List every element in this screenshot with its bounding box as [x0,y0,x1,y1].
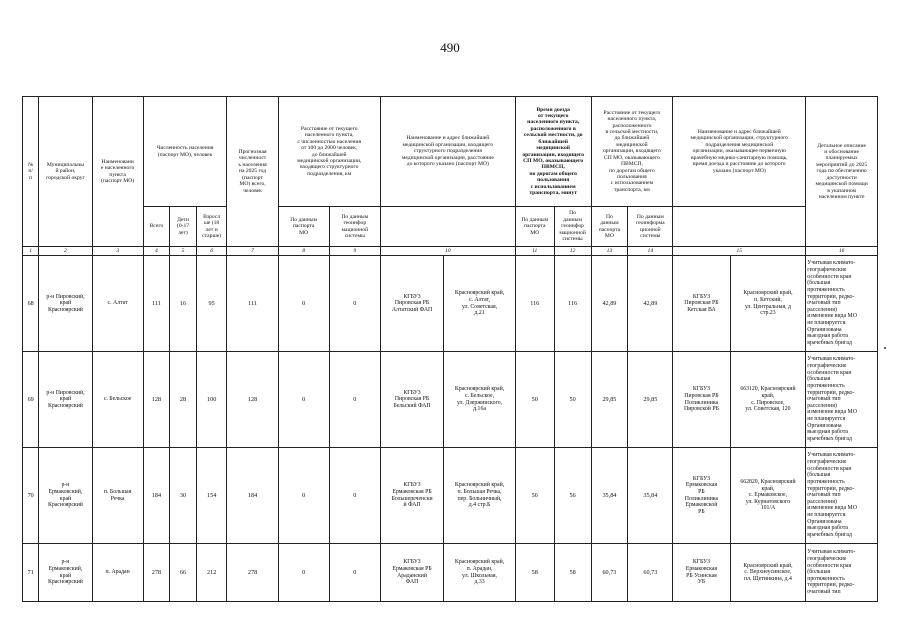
colnum-11: 11 [515,247,554,256]
row-total: 278 [143,544,170,602]
colnum-7: 7 [227,247,278,256]
row-org-address: Красноярский край, с. Бельское, ул. Дзержинского, д.16а [444,352,516,448]
colnum-5: 5 [170,247,197,256]
row-children: 28 [170,352,197,448]
header-no: № п/ п [23,97,39,247]
row-municipality: р-н Ермаковский, край Красноярский [39,544,92,602]
header-municipality: Муниципальны й район, городской округ [39,97,92,247]
header-forecast: Прогнозная численност ь населения на 2025 год (паспорт МО) всего, человек [227,97,278,247]
row-dp-geo: 60,73 [628,544,673,602]
row-org-name: КГБУЗ Пировская РБ Алтатский ФАП [380,256,443,352]
header-dist-geo: По данным геоинфор мационной системы [329,207,380,247]
colnum-8: 8 [278,247,329,256]
row-pvmsp-name: КГБУЗ Ермаковская РБ Поликлиника Ермаковской РБ [673,448,730,544]
colnum-9: 9 [329,247,380,256]
header-description: Детальное описание и обоснование планируемых мероприятий до 2025 года по обеспечению доступности медицинской помощи в указанном населенном пункте [806,97,878,247]
colnum-10: 10 [380,247,515,256]
row-no: 69 [23,352,39,448]
colnum-3: 3 [92,247,143,256]
row-no: 71 [23,544,39,602]
header-travel-time: Время доезда от текущего населенного пункта, расположенного в сельской местности, до ближайшей медицинской организации, входящего СП МО, оказывающего ПВМСП, по дорогам общего пользования с использованием транспорта, минут [515,97,591,207]
row-children: 30 [170,448,197,544]
header-total: Всего [143,207,170,247]
row-settlement: с. Алтат [92,256,143,352]
header-distance-pvmsp: Расстояние от текущего населенного пункта, расположенного в сельской местности, до ближайшей медицинской организации, входящего СП МО, оказывающего ПВМСП, по дорогам общего пользования с использованием транспорта, км [591,97,673,207]
row-municipality: р-н Пировский, край Красноярский [39,256,92,352]
row-time-geo: 116 [554,256,591,352]
row-forecast: 184 [227,448,278,544]
header-dp-geo: По данным геоинформа ционной системы [628,207,673,247]
row-forecast: 278 [227,544,278,602]
header-population: Численность населения (паспорт МО), человек [143,97,227,207]
row-dist-passport: 0 [278,544,329,602]
header-nearest-pvmsp: Наименование и адрес ближайшей медицинской организации, структурного подразделения медицинской организации, оказывающее первичную врачебную медико-санитарную помощь, время доезда и расстояние до которого указано (паспорт МО) [673,97,806,207]
header-time-geo: По данным геоинфор мационной системы [554,207,591,247]
row-forecast: 111 [227,256,278,352]
row-pvmsp-name: КГБУЗ Ермаковская РБ Усинская УБ [673,544,730,602]
row-dp-passport: 42,89 [591,256,628,352]
medical-access-table [22,96,878,602]
header-dp-passport: По данным паспорта МО [591,207,628,247]
row-pvmsp-address: 663120, Красноярский край, с. Пировское, ул. Советская, 120 [730,352,806,448]
row-description: Учитывая климато- географические особенности края (большая протяженность территории, редко- очаговый тип расселения) изменение вида МО не планируется. Организована выездная работа врачебных бригад [806,448,878,544]
header-children: Дети (0-17 лет) [170,207,197,247]
row-dist-geo: 0 [329,256,380,352]
row-forecast: 128 [227,352,278,448]
row-adults: 100 [196,352,227,448]
row-children: 16 [170,256,197,352]
row-time-geo: 58 [554,544,591,602]
row-dist-geo: 0 [329,544,380,602]
row-pvmsp-address: Красноярский край, п. Кетский, ул. Центральная, д стр.23 [730,256,806,352]
colnum-15: 15 [673,247,806,256]
header-nearest-org-spacer [380,207,515,247]
table-row [23,448,878,544]
row-pvmsp-address: 662820, Красноярский край, с. Ермаковское, ул. Курнатовского 101/А [730,448,806,544]
row-children: 66 [170,544,197,602]
row-org-name: КГБУЗ Пировская РБ Бельский ФАП [380,352,443,448]
row-description: Учитывая климато- географические особенности края (большая протяженность территории, редко- очаговый тип [806,544,878,602]
page-number: 490 [440,40,460,55]
colnum-13: 13 [591,247,628,256]
header-nearest-org: Наименование и адрес ближайшей медицинской организации, входящего структурного подразделения медицинской организации, расстояние до которого указано (паспорт МО) [380,97,515,207]
row-org-address: Красноярский край, с. Алтат, ул. Советская, д.21 [444,256,516,352]
row-org-name: КГБУЗ Ермаковская РБ Араданский ФАП [380,544,443,602]
row-description: Учитывая климато- географические особенности края (большая протяженность территории, редко- очаговый тип расселения) изменение вида МО не планируется. Организована выездная работа врачебных бригад [806,256,878,352]
row-total: 184 [143,448,170,544]
table-row [23,352,878,448]
header-dist-passport: По данным паспорта МО [278,207,329,247]
row-dist-geo: 0 [329,448,380,544]
colnum-1: 1 [23,247,39,256]
header-settlement: Наименовани е населенного пункта (паспорт МО) [92,97,143,247]
header-adults: Взросл ые (18 лет и старше) [196,207,227,247]
table-row [23,544,878,602]
row-total: 111 [143,256,170,352]
row-dist-passport: 0 [278,256,329,352]
colnum-4: 4 [143,247,170,256]
row-adults: 212 [196,544,227,602]
row-settlement: п. Большая Речка [92,448,143,544]
row-dist-passport: 0 [278,352,329,448]
scan-speck [884,347,886,349]
row-pvmsp-address: Красноярский край, с. Верхнеусинское, пл. Щетинкина, д.4 [730,544,806,602]
colnum-12: 12 [554,247,591,256]
row-time-geo: 56 [554,448,591,544]
header-nearest-pvmsp-spacer [673,207,806,247]
row-dp-geo: 29,85 [628,352,673,448]
row-dp-passport: 35,84 [591,448,628,544]
row-dist-geo: 0 [329,352,380,448]
row-settlement: п. Арадан [92,544,143,602]
header-time-passport: По данным паспорта МО [515,207,554,247]
row-org-name: КГБУЗ Ермаковская РБ Большереченски й ФАП [380,448,443,544]
row-org-address: Красноярский край, п. Арадан, ул. Школьная, д.33 [444,544,516,602]
row-description: Учитывая климато- географические особенности края (большая протяженность территории, редко- очаговый тип расселения) изменение вида МО не планируется Организована выездная работа врачебных бригад [806,352,878,448]
row-no: 70 [23,448,39,544]
row-dp-geo: 42,89 [628,256,673,352]
row-total: 128 [143,352,170,448]
row-dp-geo: 35,84 [628,448,673,544]
row-pvmsp-name: КГБУЗ Пировская РБ Поликлиника Пировской РБ [673,352,730,448]
header-distance: Расстояние от текущего населенного пункта, с численностью населения от 100 до 2000 человек, до ближайшей медицинской организации, входящего структурного подразделения, км [278,97,380,207]
row-dp-passport: 60,73 [591,544,628,602]
row-time-passport: 58 [515,544,554,602]
row-dist-passport: 0 [278,448,329,544]
row-adults: 95 [196,256,227,352]
row-adults: 154 [196,448,227,544]
row-time-passport: 56 [515,448,554,544]
row-municipality: р-н Ермаковский, край Красноярский [39,448,92,544]
row-org-address: Красноярский край, п. Большая Речка, пер. Больничный, д.4 стр.Б [444,448,516,544]
row-time-geo: 50 [554,352,591,448]
table-row [23,256,878,352]
row-time-passport: 116 [515,256,554,352]
row-dp-passport: 29,85 [591,352,628,448]
row-no: 68 [23,256,39,352]
colnum-6: 6 [196,247,227,256]
row-municipality: р-н Пировский, край Красноярский [39,352,92,448]
row-time-passport: 50 [515,352,554,448]
colnum-16: 16 [806,247,878,256]
colnum-14: 14 [628,247,673,256]
row-settlement: с. Бельское [92,352,143,448]
colnum-2: 2 [39,247,92,256]
row-pvmsp-name: КГБУЗ Пировская РБ Кетская ВА [673,256,730,352]
